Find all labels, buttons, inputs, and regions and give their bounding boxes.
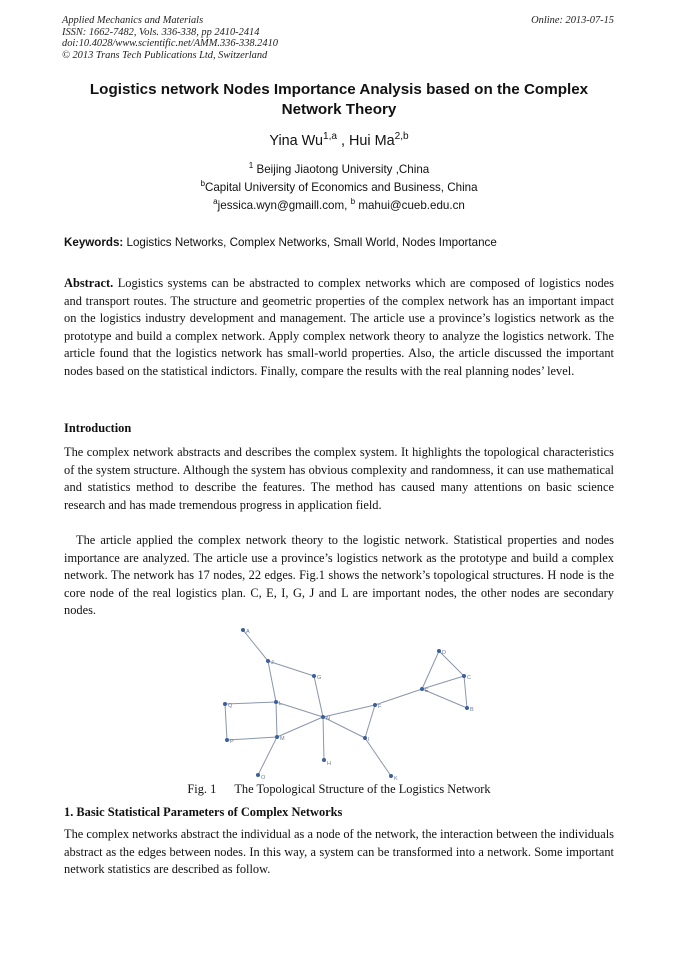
- edge-F-I: [365, 705, 375, 738]
- node-label-N: N: [326, 716, 330, 722]
- node-label-D: D: [442, 650, 446, 656]
- email-b: mahui@cueb.edu.cn: [355, 199, 465, 212]
- node-P: [225, 738, 229, 742]
- figure-label: Fig. 1: [187, 782, 217, 796]
- abstract-label: Abstract.: [64, 276, 114, 290]
- node-J: [266, 659, 270, 663]
- node-label-F: F: [378, 704, 382, 710]
- edge-G-N: [314, 676, 323, 717]
- node-D: [437, 649, 441, 653]
- journal-name: Applied Mechanics and Materials: [62, 15, 204, 26]
- node-L: [274, 700, 278, 704]
- email-a: jessica.wyn@gmaill.com,: [217, 199, 351, 212]
- node-label-B: B: [470, 707, 474, 713]
- keywords-label: Keywords:: [64, 236, 124, 249]
- affiliation-1-text: Beijing Jiaotong University ,China: [253, 163, 430, 176]
- node-label-E: E: [425, 688, 429, 694]
- node-F: [373, 703, 377, 707]
- node-N: [321, 715, 325, 719]
- author-line: [62, 133, 616, 149]
- abstract: [64, 275, 614, 381]
- edge-Q-L: [225, 702, 276, 704]
- edge-J-L: [268, 661, 276, 702]
- author-1-sup: 1,a: [322, 131, 337, 143]
- introduction-paragraph-2: The article applied the complex network theory to the logistic network. Statistical properties and nodes importance are analyzed. The article use a province’s logistics network as the prototype and build a complex network. The network has 17 nodes, 22 edges. Fig.1 shows the network’s topological structures. H node is the core node of the real logistics plan. C, E, I, G, J and L are important nodes, the other nodes are secondary nodes.: [64, 533, 614, 618]
- introduction-heading: Introduction: [64, 421, 132, 435]
- author-2-sup: 2,b: [394, 131, 409, 143]
- node-label-P: P: [230, 739, 234, 745]
- node-label-L: L: [279, 701, 283, 707]
- online-date: Online: 2013-07-15: [531, 15, 614, 26]
- edge-F-E: [375, 689, 422, 705]
- edge-M-N: [277, 717, 323, 737]
- node-label-J: J: [271, 660, 274, 666]
- affiliation-2-sup: b: [200, 179, 205, 189]
- node-M: [275, 735, 279, 739]
- edge-P-M: [227, 737, 277, 740]
- node-C: [462, 674, 466, 678]
- journal-header: [62, 15, 278, 61]
- edge-L-M: [276, 702, 277, 737]
- edge-E-B: [422, 689, 467, 708]
- edge-J-G: [268, 661, 314, 676]
- edge-E-D: [422, 651, 439, 689]
- doi-line: doi:10.4028/www.scientific.net/AMM.336-338.2410: [62, 38, 278, 50]
- affiliation-1-sup: 1: [248, 161, 254, 171]
- network-figure: [210, 618, 500, 788]
- edge-L-N: [276, 702, 323, 717]
- node-B: [465, 706, 469, 710]
- node-K: [389, 774, 393, 778]
- edge-M-O: [258, 737, 277, 775]
- node-H: [322, 758, 326, 762]
- issn-line: ISSN: 1662-7482, Vols. 336-338, pp 2410-2414: [62, 26, 260, 38]
- section-1-heading: 1. Basic Statistical Parameters of Complex Networks: [64, 805, 343, 819]
- edge-Q-P: [225, 704, 227, 740]
- node-E: [420, 687, 424, 691]
- node-label-H: H: [327, 761, 331, 767]
- node-label-Q: Q: [228, 703, 233, 709]
- node-label-G: G: [317, 675, 322, 681]
- node-Q: [223, 702, 227, 706]
- copyright-line: © 2013 Trans Tech Publications Ltd, Switzerland: [62, 49, 268, 61]
- author-2-name: Hui Ma: [349, 133, 395, 149]
- author-separator: ,: [337, 133, 349, 149]
- node-G: [312, 674, 316, 678]
- node-O: [256, 773, 260, 777]
- figure-caption: [64, 782, 614, 797]
- affiliation-1: [62, 163, 616, 176]
- section-1-paragraph-1: The complex networks abstract the individual as a node of the network, the interaction between the individuals abstract as the edges between nodes. In this way, a system can be transformed into a network. Some important network statistics are described as follow.: [64, 827, 614, 877]
- introduction-paragraph-1: The complex network abstracts and describes the complex system. It highlights the topological characteristics of the system structure. Although the system has obvious complexity and randomness, it can use mathematical and statistics method to describe the features. The method has caused many attentions on basic science research and has made tremendous progress in application field.: [64, 445, 614, 512]
- affiliation-2-text: Capital University of Economics and Business, China: [204, 181, 478, 194]
- author-1-name: Yina Wu: [269, 133, 323, 149]
- node-label-A: A: [246, 629, 250, 635]
- network-edges: [225, 630, 467, 776]
- figure-caption-text: The Topological Structure of the Logistics Network: [234, 782, 491, 796]
- node-label-K: K: [394, 776, 398, 782]
- edge-I-K: [365, 738, 391, 776]
- edge-N-H: [323, 717, 324, 760]
- node-label-M: M: [280, 736, 285, 742]
- node-label-I: I: [368, 737, 370, 743]
- paper-title: Logistics network Nodes Importance Analysis based on the Complex Network Theory: [89, 81, 589, 118]
- keywords: [64, 236, 616, 249]
- email-line: [62, 199, 616, 212]
- node-label-C: C: [467, 675, 471, 681]
- email-a-sup: a: [213, 197, 218, 207]
- node-A: [241, 628, 245, 632]
- abstract-text: Logistics systems can be abstracted to complex networks which are composed of logistics nodes and transport routes. The structure and geometric properties of the complex network has an important impact on the logistics industry development and management. The article use a province’s logistics network as the prototype and build a complex network. Apply complex network theory to analyze the logistics network. The article found that the logistics network has small-world properties. Also, the article discussed the important nodes based on the statistical indictors. Finally, compare the results with the real planning nodes’ level.: [64, 276, 614, 378]
- node-label-O: O: [261, 775, 266, 781]
- email-b-sup: b: [350, 197, 356, 207]
- node-I: [363, 736, 367, 740]
- edge-N-F: [323, 705, 375, 717]
- affiliation-2: [62, 181, 616, 194]
- keywords-text: Logistics Networks, Complex Networks, Small World, Nodes Importance: [123, 236, 497, 249]
